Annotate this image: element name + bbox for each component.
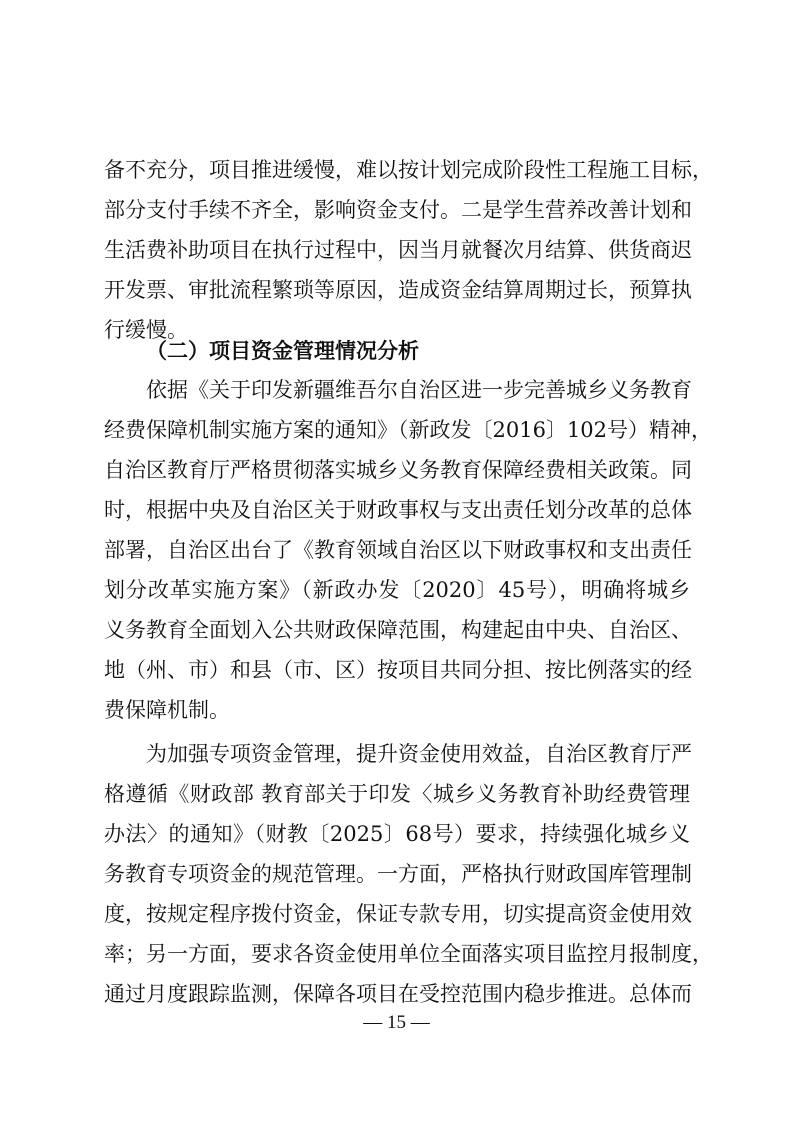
section-heading: （二）项目资金管理情况分析 xyxy=(146,339,419,363)
paragraph-2-line-8: 地（州、市）和县（市、区）按项目共同分担、按比例落实的经 xyxy=(104,658,692,682)
paragraph-2-line-6: 划分改革实施方案》（新政办发〔2020〕45号），明确将城乡 xyxy=(104,578,690,602)
paragraph-1-line-5: 行缓慢。 xyxy=(104,318,188,342)
paragraph-2-line-4: 时，根据中央及自治区关于财政事权与支出责任划分改革的总体 xyxy=(104,498,692,522)
page-number: — 15 — xyxy=(363,1012,430,1033)
paragraph-3-line-7: 通过月度跟踪监测，保障各项目在受控范围内稳步推进。总体而 xyxy=(104,982,692,1006)
paragraph-2-line-2: 经费保障机制实施方案的通知》（新政发〔2016〕102号）精神， xyxy=(104,418,713,442)
paragraph-2-line-7: 义务教育全面划入公共财政保障范围，构建起由中央、自治区、 xyxy=(104,618,692,642)
paragraph-3-line-3: 办法〉的通知》（财教〔2025〕68号）要求，持续强化城乡义 xyxy=(104,822,690,846)
paragraph-3-line-2: 格遵循《财政部 教育部关于印发〈城乡义务教育补助经费管理 xyxy=(104,782,690,806)
paragraph-2-line-9: 费保障机制。 xyxy=(104,698,230,722)
paragraph-1-line-1: 备不充分，项目推进缓慢，难以按计划完成阶段性工程施工目标， xyxy=(104,158,713,182)
paragraph-2-line-5: 部署，自治区出台了《教育领域自治区以下财政事权和支出责任 xyxy=(104,538,692,562)
paragraph-1-line-4: 开发票、审批流程繁琐等原因，造成资金结算周期过长，预算执 xyxy=(104,278,692,302)
paragraph-2-line-1: 依据《关于印发新疆维吾尔自治区进一步完善城乡义务教育 xyxy=(146,378,692,402)
paragraph-3-line-4: 务教育专项资金的规范管理。一方面，严格执行财政国库管理制 xyxy=(104,862,692,886)
paragraph-1-line-3: 生活费补助项目在执行过程中，因当月就餐次月结算、供货商迟 xyxy=(104,238,692,262)
paragraph-3-line-6: 率；另一方面，要求各资金使用单位全面落实项目监控月报制度， xyxy=(104,942,713,966)
paragraph-1-line-2: 部分支付手续不齐全，影响资金支付。二是学生营养改善计划和 xyxy=(104,198,692,222)
paragraph-3-line-5: 度，按规定程序拨付资金，保证专款专用，切实提高资金使用效 xyxy=(104,902,692,926)
paragraph-3-line-1: 为加强专项资金管理，提升资金使用效益，自治区教育厅严 xyxy=(146,742,692,766)
paragraph-2-line-3: 自治区教育厅严格贯彻落实城乡义务教育保障经费相关政策。同 xyxy=(104,458,692,482)
